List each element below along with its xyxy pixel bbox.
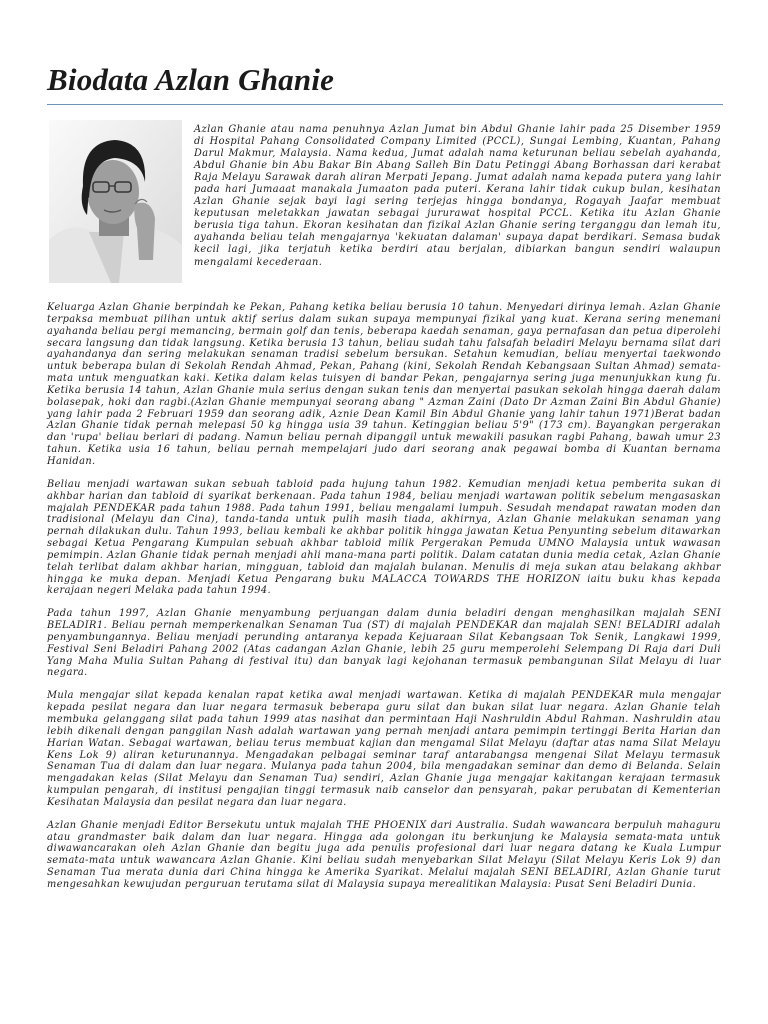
body-text <box>47 302 721 902</box>
page-title: Biodata Azlan Ghanie <box>47 62 335 97</box>
title-divider <box>47 104 723 105</box>
intro-paragraph: Azlan Ghanie atau nama penuhnya Azlan Jumat bin Abdul Ghanie lahir pada 25 Disember 1959 di Hospital Pahang Consolidated Company Limited (PCCL), Sungai Lembing, Kuantan, Pahang Darul Makmur, Malaysia. Nama kedua, Jumat adalah nama keturunan beliau sebelah ayahanda, Abdul Ghanie bin Abu Bakar Bin Abang Salleh Bin Datu Petinggi Abang Borhassan dari kerabat Raja Melayu Sarawak darah aliran Merpati Jepang. Jumat adalah nama kepada putera yang lahir pada hari Jumaaat manakala Jumaaton pada puteri. Kerana lahir tidak cukup bulan, kesihatan Azlan Ghanie sejak bayi lagi sering terjejas hingga bondanya, Rogayah Jaafar membuat keputusan meletakkan jawatan sebagai jururawat hospital PCCL. Ketika itu Azlan Ghanie berusia tiga tahun. Ekoran kesihatan dan fizikal Azlan Ghanie sering terganggu dan lemah itu, ayahanda beliau telah mengajarnya 'kekuatan dalaman' supaya dapat berdikari. Semasa budak kecil lagi, jika terjatuh ketika berdiri atau berjalan, dibiarkan bangun sendiri walaupun mengalami kecederaan. <box>194 124 721 268</box>
portrait-photo <box>49 120 182 283</box>
paragraph: Azlan Ghanie menjadi Editor Bersekutu untuk majalah THE PHOENIX dari Australia. Sudah wawancara berpuluh mahaguru atau grandmaster baik dalam dan luar negara. Hingga ada golongan itu berkunjung ke Malaysia semata-mata untuk diwawancarakan oleh Azlan Ghanie dan begitu juga ada penulis profesional dari luar negara datang ke Kuala Lumpur semata-mata untuk wawancara Azlan Ghanie. Kini beliau sudah menyebarkan Silat Melayu (Silat Melayu Keris Lok 9) dan Senaman Tua merata dunia dari China hingga ke Amerika Syarikat. Melalui majalah SENI BELADIRI, Azlan Ghanie turut mengesahkan kewujudan perguruan terutama silat di Malaysia supaya merealitikan Malaysia: Pusat Seni Beladiri Dunia. <box>47 819 721 890</box>
paragraph: Mula mengajar silat kepada kenalan rapat ketika awal menjadi wartawan. Ketika di majalah PENDEKAR mula mengajar kepada pesilat negara dan luar negara termasuk beberapa guru silat dan bukan silat luar negara. Azlan Ghanie telah membuka gelanggang silat pada tahun 1999 atas nasihat dan permintaan Haji Nashruldin Abdul Rahman. Nashruldin atau lebih dikenali dengan panggilan Nash adalah wartawan yang pernah menjadi antara pemimpin tertinggi Berita Harian dan Harian Watan. Sebagai wartawan, beliau terus membuat kajian dan mengamal Silat Melayu (daftar atas nama Silat Melayu Kens Lok 9) aliran keturunannya. Mengadakan pelbagai seminar taraf antarabangsa mengenai Silat Melayu termasuk Senaman Tua di dalam dan luar negara. Mulanya pada tahun 2004, bila mengadakan seminar dan demo di Belanda. Selain mengadakan kelas (Silat Melayu dan Senaman Tua) sendiri, Azlan Ghanie juga mengajar kakitangan kerajaan termasuk kumpulan pengarah, di institusi pengajian tinggi termasuk naib canselor dan pensyarah, pakar perubatan di Kementerian Kesihatan Malaysia dan pesilat negara dan luar negara. <box>47 690 721 808</box>
paragraph: Beliau menjadi wartawan sukan sebuah tabloid pada hujung tahun 1982. Kemudian menjadi ketua pemberita sukan di akhbar harian dan tabloid di syarikat berkenaan. Pada tahun 1984, beliau menjadi wartawan politik sebelum mengasaskan majalah PENDEKAR pada tahun 1988. Pada tahun 1991, beliau mengalami lumpuh. Sesudah mendapat rawatan moden dan tradisional (Melayu dan Cina), tanda-tanda untuk pulih masih tiada, akhirnya, Azlan Ghanie melakukan senaman yang pernah dilakukan dulu. Tahun 1993, beliau kembali ke akhbar politik hingga jawatan Ketua Penyunting sebelum ditawarkan sebagai Ketua Pengarang Kumpulan sebuah akhbar tabloid milik Pergerakan Pemuda UMNO Malaysia untuk wawasan pemimpin. Azlan Ghanie tidak pernah menjadi ahli mana-mana parti politik. Dalam catatan dunia media cetak, Azlan Ghanie telah terlibat dalam akhbar harian, mingguan, tabloid dan majalah bulanan. Menulis di meja sukan atau belakang akhbar hingga ke muka depan. Menjadi Ketua Pengarang buku MALACCA TOWARDS THE HORIZON iaitu buku khas kepada kerajaan negeri Melaka pada tahun 1994. <box>47 478 721 597</box>
paragraph: Pada tahun 1997, Azlan Ghanie menyambung perjuangan dalam dunia beladiri dengan menghasilkan majalah SENI BELADIR1. Beliau pernah memperkenalkan Senaman Tua (ST) di majalah PENDEKAR dan majalah SEN! BELADIRI adalah penyambungannya. Beliau menjadi perunding antaranya kepada Kejuaraan Silat Kebangsaan Tok Senik, Langkawi 1999, Festival Seni Beladiri Pahang 2002 (Atas cadangan Azlan Ghanie, lebih 25 guru memperolehi Selempang Di Raja dari Duli Yang Maha Mulia Sultan Pahang di festival itu) dan banyak lagi kejohanan termasuk pembangunan Silat Melayu di luar negara. <box>47 608 721 679</box>
paragraph: Keluarga Azlan Ghanie berpindah ke Pekan, Pahang ketika beliau berusia 10 tahun. Menyedari dirinya lemah. Azlan Ghanie terpaksa membuat pilihan untuk aktif serius dalam sukan supaya mempunyai fizikal yang kuat. Kerana sering menemani ayahanda beliau pergi memancing, bermain golf dan tenis, beberapa kaedah senaman, gaya pernafasan dan petua diperolehi secara langsung dan tidak langsung. Ketika berusia 13 tahun, beliau sudah tahu falsafah beladiri Melayu bernama silat dari ayahandanya dan sering melakukan senaman tradisi sebelum bersukan. Setahun kemudian, beliau menyertai taekwondo untuk beberapa bulan di Sekolah Rendah Ahmad, Pekan, Pahang (kini, Sekolah Rendah Kebangsaan Sultan Ahmad) semata-mata untuk menguatkan kaki. Ketika dalam kelas tuisyen di bandar Pekan, pengajarnya sering juga menunjukkan kung fu. Ketika berusia 14 tahun, Azlan Ghanie mula serius dengan sukan tenis dan menyertai pasukan sekolah hingga daerah dalam bolasepak, hoki dan ragbi.(Azlan Ghanie mempunyai seorang abang " Azman Zaini (Dato Dr Azman Zaini Bin Abdul Ghanie) yang lahir pada 2 Februari 1959 dan seorang adik, Aznie Dean Kamil Bin Abdul Ghanie yang lahir tahun 1971)Berat badan Azlan Ghanie tidak pernah melepasi 50 kg hingga usia 39 tahun. Ketinggian beliau 5'9" (173 cm). Bayangkan pergerakan dan 'rupa' beliau berlari di padang. Namun beliau pernah dipanggil untuk mewakili pasukan ragbi Pahang, bawah umur 23 tahun. Ketika usia 16 tahun, beliau pernah mempelajari judo dari seorang anak pegawai bomba di Kuantan bernama Hanidan. <box>47 302 721 467</box>
